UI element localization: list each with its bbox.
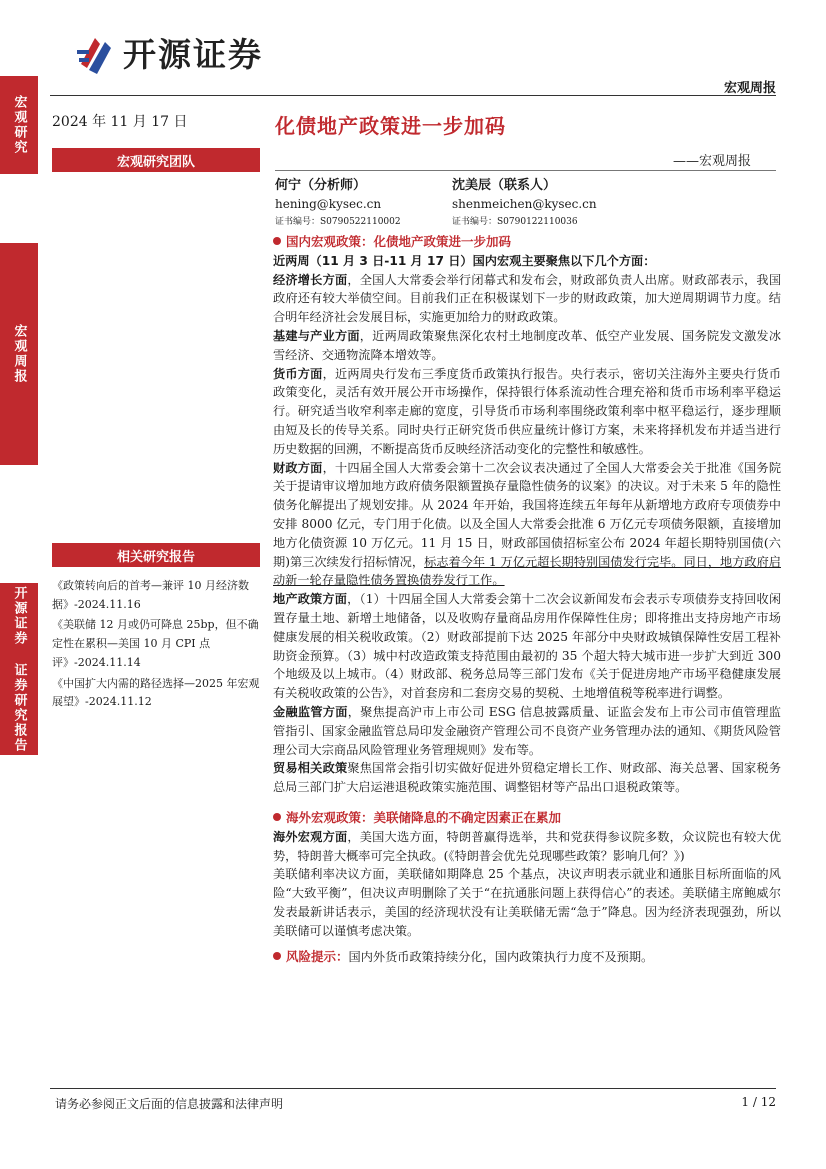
- report-title: 化债地产政策进一步加码: [275, 114, 506, 138]
- related-reports-list: [52, 577, 262, 714]
- risk-warning: 风险提示：国内外货币政策持续分化，国内政策执行力度不及预期。: [273, 948, 781, 967]
- team-label: 宏观研究团队: [52, 148, 260, 172]
- related-report-link[interactable]: 《政策转向后的首考—兼评 10 月经济数据》-2024.11.16: [52, 579, 249, 611]
- paragraph: 海外宏观方面，美国大选方面，特朗普赢得选举，共和党获得参议院多数，众议院也有较大优势，特朗普大概率可完全执政。(《特朗普会优先兑现哪些政策？影响几何？》): [273, 829, 782, 863]
- contact-name: 沈美辰（联系人）: [452, 178, 557, 193]
- header-divider: [50, 95, 776, 96]
- logo-mark-icon: [75, 30, 115, 74]
- side-tab-securities-report: 开源证券 证券研究报告: [0, 583, 38, 755]
- footer-disclaimer: 请务必参阅正文后面的信息披露和法律声明: [55, 1097, 284, 1111]
- section-heading: 国内宏观政策：化债地产政策进一步加码: [273, 233, 781, 252]
- contact-cert: 证书编号：S0790122110036: [452, 217, 578, 227]
- section-intro: 近两周（11 月 3 日-11 月 17 日）国内宏观主要聚焦以下几个方面：: [273, 253, 656, 268]
- logo-text: 开源证券: [123, 34, 263, 74]
- title-divider: [275, 170, 776, 171]
- side-tab-macro-research: 宏观研究: [0, 76, 38, 174]
- footer-divider: [50, 1088, 776, 1089]
- analyst-name: 何宁（分析师）: [275, 178, 367, 193]
- related-report-link[interactable]: 《美联储 12 月或仍可降息 25bp，但不确定性在累积—美国 10 月 CPI 点评》-2024.11.14: [52, 618, 259, 669]
- analyst-cert: 证书编号：S0790522110002: [275, 217, 401, 227]
- report-date: 2024 年 11 月 17 日: [52, 114, 188, 130]
- paragraph: 基建与产业方面，近两周政策聚焦深化农村土地制度改革、低空产业发展、国务院发文激发冰雪经济、交通物流降本增效等。: [273, 328, 782, 362]
- report-type-label: 宏观周报: [723, 81, 776, 96]
- contact-card: [452, 177, 597, 231]
- contact-email[interactable]: shenmeichen@kysec.cn: [452, 197, 597, 211]
- page-number: 1 / 12: [741, 1095, 776, 1109]
- paragraph: 美联储利率决议方面，美联储如期降息 25 个基点，决议声明表示就业和通胀目标所面临的风险“大致平衡”，但决议声明删除了关于“在抗通胀问题上获得信心”的表述。美联储主席鲍威尔发表最新讲话表示，美国的经济现状没有让美联储无需“急于”降息。因为经济表现强劲，所以美联储可以谨慎考虑决策。: [273, 867, 781, 938]
- report-subtitle: ——宏观周报: [673, 154, 752, 169]
- paragraph: 地产政策方面，（1）十四届全国人大常委会第十二次会议新闻发布会表示专项债券支持回收闲置存量土地、新增土地储备，以及收购存量商品房用作保障性住房；即将推出支持房地产市场健康发展的相关税收政策。（2）财政部提前下达 2025 年部分中央财政城镇保障性安居工程补助资金预算。（3）城中村改造政策支持范围由最初的 35 个超大特大城市进一步扩大到近 300 个地级及以上城市。（4）财政部、税务总局等三部门发布《关于促进房地产市场平稳健康发展有关税收政策的公告》，对首套房和二套房交易的契税、土地增值税等税率进行调整。: [273, 592, 782, 701]
- report-body: [273, 229, 781, 967]
- related-report-link[interactable]: 《中国扩大内需的路径选择—2025 年宏观展望》-2024.11.12: [52, 676, 260, 709]
- paragraph: 经济增长方面，全国人大常委会举行闭幕式和发布会，财政部负责人出席。财政部表示，我国政府还有较大举债空间。目前我们正在积极谋划下一步的财政政策，加大逆周期调节力度。结合明年经济社会发展目标，实施更加给力的财政政策。: [273, 272, 782, 325]
- paragraph: 货币方面，近两周央行发布三季度货币政策执行报告。央行表示，密切关注海外主要央行货币政策变化，灵活有效开展公开市场操作，保持银行体系流动性合理充裕和货币市场利率平稳运行。研究适当收窄利率走廊的宽度，引导货币市场利率围绕政策利率中枢平稳运行，逐步理顺由短及长的传导关系。同时央行正研究货币供应量统计修订方案，未来将择机发布并适当进行历史数据的回溯，不断提高货币反映经济活动变化的完整性和敏感性。: [273, 366, 782, 456]
- analyst-email[interactable]: hening@kysec.cn: [275, 197, 382, 211]
- section-heading: 海外宏观政策：美联储降息的不确定因素正在累加: [273, 809, 781, 828]
- bullet-icon: [273, 237, 281, 245]
- paragraph: 金融监管方面，聚焦提高沪市上市公司 ESG 信息披露质量、证监会发布上市公司市值管理监管指引、国家金融监管总局印发金融资产管理公司不良资产业务管理办法的通知、《期货风险管理公司大宗商品风险管理业务管理规则》发布等。: [273, 704, 781, 757]
- paragraph: 财政方面，十四届全国人大常委会第十二次会议表决通过了全国人大常委会关于批准《国务院关于提请审议增加地方政府债务限额置换存量隐性债务的议案》的决议。对于未来 5 年的隐性债务化解提出了规划安排。从 2024 年开始，我国将连续五年每年从新增地方政府专项债券中安排 8000 亿元，专门用于化债。以及全国人大常委会批准 6 万亿元专项债务限额，直接增加地方化债资源 10 万亿元。11 月 15 日，财政部国债招标室公布 2024 年超长期特别国债(六期)第三次续发行招标情况，标志着今年 1 万亿元超长期特别国债发行完毕。同日，地方政府启动新一轮存量隐性债务置换债券发行工作。: [273, 460, 782, 588]
- bullet-icon: [273, 952, 281, 960]
- related-reports-label: 相关研究报告: [52, 543, 260, 567]
- paragraph: 贸易相关政策聚焦国常会指引切实做好促进外贸稳定增长工作、财政部、海关总署、国家税务总局三部门扩大启运港退税政策实施范围、调整铝材等产品出口退税政策等。: [273, 761, 782, 795]
- bullet-icon: [273, 813, 281, 821]
- analyst-card: [275, 177, 401, 231]
- company-logo: [75, 30, 315, 74]
- side-tab-weekly: 宏观周报: [0, 243, 38, 465]
